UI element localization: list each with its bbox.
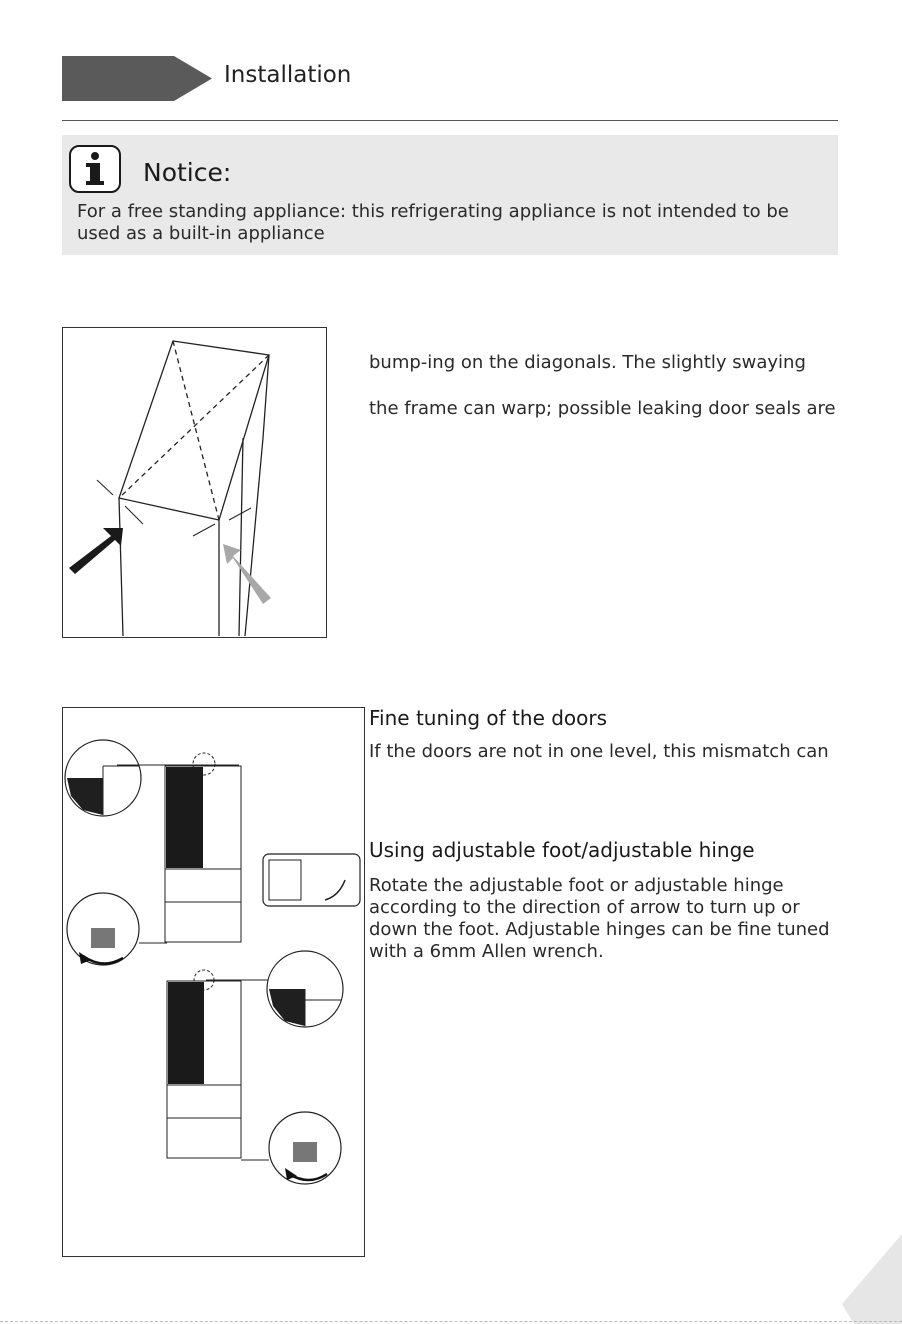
adjustable-foot-line: according to the direction of arrow to turn up or (369, 897, 800, 918)
diagonal-check-figure (62, 327, 327, 638)
notice-title: Notice: (143, 158, 232, 187)
adjustable-foot-heading: Using adjustable foot/adjustable hinge (369, 838, 755, 862)
adjustable-foot-line: Rotate the adjustable foot or adjustable hinge (369, 875, 784, 896)
door-adjustment-figure (62, 707, 365, 1257)
section-header-tab (62, 56, 212, 101)
fine-tuning-heading: Fine tuning of the doors (369, 706, 608, 730)
adjustable-foot-line: down the foot. Adjustable hinges can be fine tuned (369, 919, 830, 940)
header-divider (62, 120, 838, 121)
page-bottom-border (0, 1321, 902, 1322)
diagonal-text-line: bump-ing on the diagonals. The slightly swaying (369, 352, 806, 373)
page-title: Installation (224, 62, 352, 88)
diagonal-text-line: the frame can warp; possible leaking door seals are (369, 398, 836, 419)
page-corner-decoration (842, 1234, 902, 1324)
adjustable-foot-text (369, 875, 839, 963)
notice-text (77, 201, 827, 245)
fine-tuning-text: If the doors are not in one level, this mismatch can (369, 741, 829, 762)
notice-line: For a free standing appliance: this refrigerating appliance is not intended to be (77, 201, 789, 222)
adjustable-foot-line: with a 6mm Allen wrench. (369, 941, 604, 962)
info-icon (69, 145, 121, 193)
notice-line: used as a built-in appliance (77, 223, 325, 244)
